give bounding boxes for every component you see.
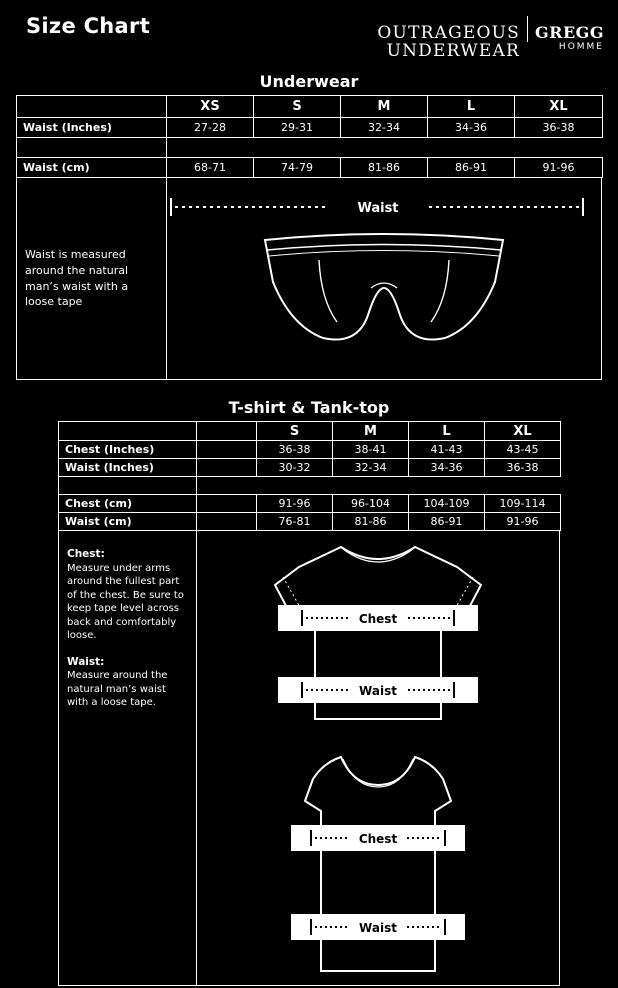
brand-line2: UNDERWEAR (386, 40, 521, 61)
size-header-s: S (254, 96, 341, 118)
tshirt-block (58, 421, 560, 986)
tshirt-illustration (253, 537, 503, 737)
spacer-cell (485, 477, 561, 495)
brand-divider (527, 16, 528, 42)
cell-waist-cm-xl: 91-96 (485, 513, 561, 531)
cell-waist-in-s: 30-32 (257, 459, 333, 477)
svg-text:Waist: Waist (359, 921, 397, 935)
table-row (59, 495, 561, 513)
underwear-waist-measure (167, 196, 601, 218)
brief-illustration (259, 226, 509, 346)
cell-waist-in-l: 34-36 (409, 459, 485, 477)
note-chest (67, 547, 188, 643)
tshirt-icon (253, 537, 503, 737)
table-row (59, 441, 561, 459)
chest-measure-graphic (278, 605, 478, 631)
tshirt-corner-cell (59, 422, 197, 441)
note-waist-text: Measure around the natural man’s waist with a loose tape. (67, 670, 168, 708)
cell-waist-in-xs: 27-28 (167, 118, 254, 138)
table-row (59, 513, 561, 531)
page-header (0, 0, 618, 72)
underwear-figure (167, 178, 601, 379)
spacer-cell (59, 477, 197, 495)
tshirt-waist-band (278, 677, 478, 703)
underwear-section-title: Underwear (259, 72, 359, 91)
svg-text:Chest: Chest (358, 832, 398, 846)
row-label-waist-inches: Waist (Inches) (17, 118, 167, 138)
tshirt-notes (59, 531, 197, 985)
cell-waist-cm-m: 81-86 (341, 158, 428, 178)
cell-waist-cm-s: 74-79 (254, 158, 341, 178)
underwear-corner-cell (17, 96, 167, 118)
note-chest-text: Measure under arms around the fullest part of the chest. Be sure to keep tape level across back and comfortably loose. (67, 562, 184, 641)
brand-line1: OUTRAGEOUS (377, 23, 521, 43)
cell-waist-cm-s: 76-81 (257, 513, 333, 531)
waist-measure-graphic (278, 677, 478, 703)
cell-chest-cm-s: 91-96 (257, 495, 333, 513)
brand-name: GREGG (535, 23, 604, 42)
tshirt-size-table (58, 421, 561, 531)
table-row (17, 158, 603, 178)
page-title: Size Chart (26, 14, 151, 38)
spacer-cell (167, 138, 515, 158)
blank-cell (197, 513, 257, 531)
cell-waist-in-xl: 36-38 (515, 118, 603, 138)
cell-chest-cm-m: 96-104 (333, 495, 409, 513)
size-header-m: M (333, 422, 409, 441)
blank-cell (197, 441, 257, 459)
size-header-xs: XS (167, 96, 254, 118)
row-label-waist-cm: Waist (cm) (17, 158, 167, 178)
row-label-waist-cm: Waist (cm) (59, 513, 197, 531)
underwear-size-table (16, 95, 603, 178)
brand-subname: HOMME (558, 41, 604, 52)
row-label-waist-inches: Waist (Inches) (59, 459, 197, 477)
cell-chest-in-xl: 43-45 (485, 441, 561, 459)
underwear-block (16, 95, 602, 380)
table-row (17, 96, 603, 118)
brief-icon (259, 226, 509, 346)
spacer-cell (17, 138, 167, 158)
svg-text:Waist: Waist (357, 201, 399, 216)
cell-chest-cm-xl: 109-114 (485, 495, 561, 513)
table-row (59, 422, 561, 441)
size-header-s: S (257, 422, 333, 441)
cell-waist-in-s: 29-31 (254, 118, 341, 138)
tanktop-chest-band (291, 825, 465, 851)
table-row (17, 118, 603, 138)
cell-chest-in-s: 36-38 (257, 441, 333, 459)
waist-measure-graphic (167, 196, 587, 218)
tshirt-illustration-panel (58, 531, 560, 986)
row-label-chest-inches: Chest (Inches) (59, 441, 197, 459)
note-waist (67, 655, 188, 710)
blank-cell (197, 495, 257, 513)
table-spacer-row (59, 477, 561, 495)
spacer-cell (515, 138, 603, 158)
cell-chest-cm-l: 104-109 (409, 495, 485, 513)
note-chest-heading: Chest: (67, 548, 105, 560)
size-header-m: M (341, 96, 428, 118)
cell-chest-in-m: 38-41 (333, 441, 409, 459)
size-header-l: L (428, 96, 515, 118)
table-row (59, 459, 561, 477)
tshirt-figure (197, 531, 559, 985)
waist-measure-graphic (291, 914, 465, 940)
size-header-l: L (409, 422, 485, 441)
tshirt-chest-band (278, 605, 478, 631)
underwear-illustration-panel (16, 178, 602, 380)
cell-waist-in-m: 32-34 (341, 118, 428, 138)
cell-chest-in-l: 41-43 (409, 441, 485, 459)
cell-waist-cm-l: 86-91 (409, 513, 485, 531)
brand-logo (377, 12, 604, 61)
size-header-xl: XL (485, 422, 561, 441)
table-spacer-row (17, 138, 603, 158)
svg-text:Waist: Waist (359, 684, 397, 698)
size-header-xl: XL (515, 96, 603, 118)
cell-waist-cm-xl: 91-96 (515, 158, 603, 178)
tanktop-waist-band (291, 914, 465, 940)
row-label-chest-cm: Chest (cm) (59, 495, 197, 513)
tanktop-icon (283, 749, 473, 979)
blank-cell (197, 459, 257, 477)
cell-waist-cm-xs: 68-71 (167, 158, 254, 178)
svg-text:Chest: Chest (358, 612, 398, 626)
tshirt-blank-cell (197, 422, 257, 441)
cell-waist-cm-l: 86-91 (428, 158, 515, 178)
cell-waist-in-l: 34-36 (428, 118, 515, 138)
note-waist-heading: Waist: (67, 655, 105, 668)
chest-measure-graphic (291, 825, 465, 851)
cell-waist-in-xl: 36-38 (485, 459, 561, 477)
spacer-cell (197, 477, 485, 495)
tshirt-section-title: T-shirt & Tank-top (228, 398, 390, 417)
tanktop-illustration (283, 749, 473, 979)
cell-waist-in-m: 32-34 (333, 459, 409, 477)
cell-waist-cm-m: 81-86 (333, 513, 409, 531)
underwear-note: Waist is measured around the natural man’s waist with a loose tape (17, 178, 167, 379)
